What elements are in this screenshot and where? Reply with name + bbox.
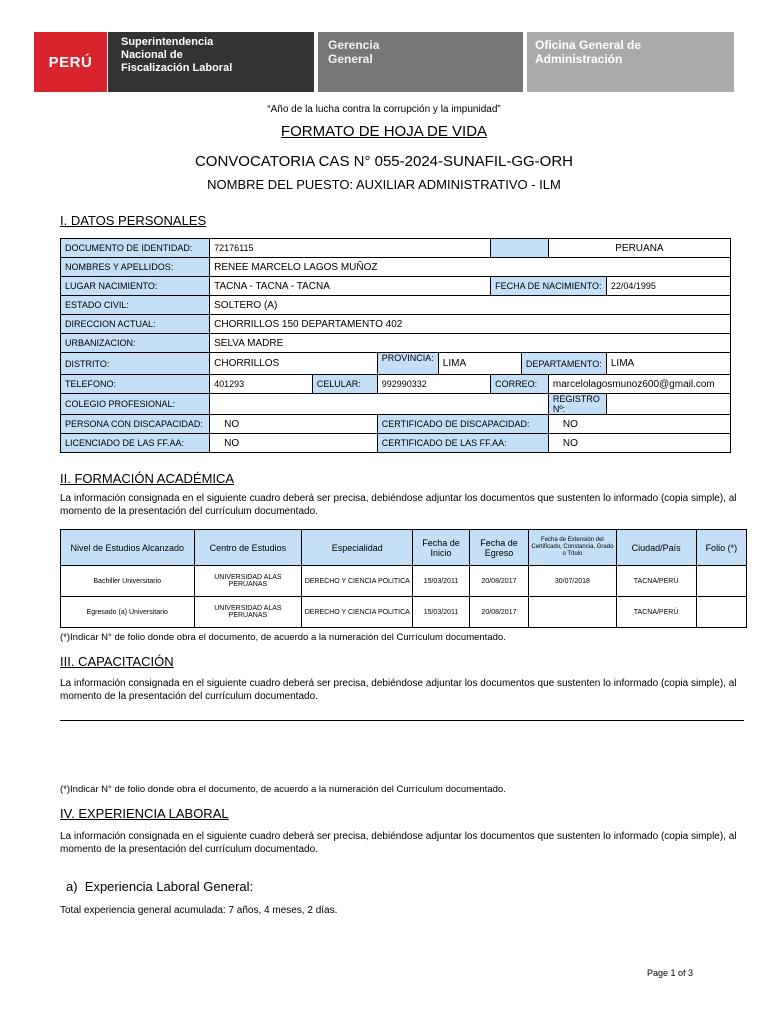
experiencia-general-subheading: a) Experiencia Laboral General: <box>66 879 254 894</box>
cell-fecha-extension: 30/07/2018 <box>529 566 616 597</box>
formacion-note: (*)Indicar N° de folio donde obra el documento, de acuerdo a la numeración del Currículum documentado. <box>60 632 506 643</box>
capacitacion-note: (*)Indicar N° de folio donde obra el documento, de acuerdo a la numeración del Currículum documentado. <box>60 784 506 795</box>
civil-label: ESTADO CIVIL: <box>61 296 210 315</box>
th-centro: Centro de Estudios <box>194 530 302 566</box>
cell-nivel: Bachiller Universitario <box>61 566 195 597</box>
fecha-nac-label: FECHA DE NACIMIENTO: <box>491 277 607 296</box>
cell-ciudad: TACNA/PERÚ <box>616 566 696 597</box>
section-experiencia-laboral: IV. EXPERIENCIA LABORAL <box>60 806 229 821</box>
provincia-value: LIMA <box>438 353 521 375</box>
section-formacion-academica: II. FORMACIÓN ACADÉMICA <box>60 471 235 486</box>
sunafil-line-2: Nacional de <box>121 49 183 61</box>
celular-label: CELULAR: <box>312 375 377 394</box>
puesto-title: NOMBRE DEL PUESTO: AUXILIAR ADMINISTRATIVO - ILM <box>207 177 561 192</box>
lugar-value: TACNA - TACNA - TACNA <box>210 277 491 296</box>
sunafil-line-1: Superintendencia <box>121 36 214 48</box>
cert-discapacidad-label: CERTIFICADO DE DISCAPACIDAD: <box>377 415 548 434</box>
oficina-line-1: Oficina General de <box>535 38 642 52</box>
civil-value: SOLTERO (A) <box>210 296 731 315</box>
formacion-table <box>60 529 747 628</box>
ffaa-label: LICENCIADO DE LAS FF.AA: <box>61 434 210 453</box>
direccion-label: DIRECCION ACTUAL: <box>61 315 210 334</box>
telefono-value: 401293 <box>210 375 313 394</box>
cell-fecha-egreso: 20/08/2017 <box>469 597 529 628</box>
registro-label: REGISTRO Nº: <box>548 394 606 415</box>
th-ciudad: Ciudad/País <box>616 530 696 566</box>
formacion-intro: La información consignada en el siguiente cuadro deberá ser precisa, debiéndose adjuntar los documentos que sustenten lo informado (copia simple), al momento de la presentación del currículum documentado. <box>60 493 737 517</box>
correo-label: CORREO: <box>491 375 549 394</box>
cell-fecha-inicio: 15/03/2011 <box>413 597 469 628</box>
cell-fecha-inicio: 15/03/2011 <box>413 566 469 597</box>
cell-centro: UNIVERSIDAD ALAS PERUANAS <box>194 566 302 597</box>
distrito-value: CHORRILLOS <box>210 353 378 375</box>
colegio-value <box>210 394 549 415</box>
gerencia-line-1: Gerencia <box>328 38 380 52</box>
section-datos-personales: I. DATOS PERSONALES <box>60 213 207 228</box>
sunafil-line-3: Fiscalización Laboral <box>121 62 233 74</box>
page-number: Page 1 of 3 <box>647 968 694 978</box>
table-row <box>61 597 747 628</box>
cell-nivel: Egresado (a) Universitario <box>61 597 195 628</box>
colegio-label: COLEGIO PROFESIONAL: <box>61 394 210 415</box>
experiencia-total: Total experiencia general acumulada: 7 años, 4 meses, 2 días. <box>60 905 338 916</box>
table-row <box>61 566 747 597</box>
lugar-label: LUGAR NACIMIENTO: <box>61 277 210 296</box>
urbanizacion-value: SELVA MADRE <box>210 334 731 353</box>
cert-discapacidad-value: NO <box>548 415 730 434</box>
th-fecha-inicio: Fecha de Inicio <box>413 530 469 566</box>
cert-ffaa-label: CERTIFICADO DE LAS FF.AA: <box>377 434 548 453</box>
discapacidad-label: PERSONA CON DISCAPACIDAD: <box>61 415 210 434</box>
urbanizacion-label: URBANIZACION: <box>61 334 210 353</box>
th-nivel: Nivel de Estudios Alcanzado <box>61 530 195 566</box>
th-fecha-egreso: Fecha de Egreso <box>469 530 529 566</box>
ffaa-value: NO <box>210 434 378 453</box>
gerencia-line-2: General <box>328 52 373 66</box>
doc-value: 72176115 <box>210 239 491 258</box>
fecha-nac-value: 22/04/1995 <box>606 277 730 296</box>
cell-folio <box>696 566 746 597</box>
discapacidad-value: NO <box>210 415 378 434</box>
direccion-value: CHORRILLOS 150 DEPARTAMENTO 402 <box>210 315 731 334</box>
celular-value: 992990332 <box>377 375 490 394</box>
experiencia-intro: La información consignada en el siguiente cuadro deberá ser precisa, debiéndose adjuntar los documentos que sustenten lo informado (copia simple), al momento de la presentación del currículum documentado. <box>60 831 737 855</box>
document-title <box>0 123 768 140</box>
registro-value <box>606 394 730 415</box>
peru-logo: PERÚ <box>34 32 107 92</box>
departamento-value: LIMA <box>606 353 730 375</box>
cell-especialidad: DERECHO Y CIENCIA POLITICA <box>302 597 413 628</box>
th-fecha-extension: Fecha de Extensión del Certificado, Constancia, Grado o Título <box>529 530 616 566</box>
nombres-value: RENEE MARCELO LAGOS MUÑOZ <box>210 258 731 277</box>
provincia-label: PROVINCIA: <box>377 353 438 375</box>
sunafil-logo <box>108 32 314 92</box>
nombres-label: NOMBRES Y APELLIDOS: <box>61 258 210 277</box>
convocatoria-title: CONVOCATORIA CAS N° 055-2024-SUNAFIL-GG-ORH <box>194 153 574 170</box>
cert-ffaa-value: NO <box>548 434 730 453</box>
telefono-label: TELEFONO: <box>61 375 210 394</box>
capacitacion-intro: La información consignada en el siguiente cuadro deberá ser precisa, debiéndose adjuntar los documentos que sustenten lo informado (copia simple), al momento de la presentación del currículum documentado. <box>60 678 737 702</box>
cell-ciudad: TACNA/PERÚ <box>616 597 696 628</box>
th-especialidad: Especialidad <box>302 530 413 566</box>
departamento-label: DEPARTAMENTO: <box>521 353 606 375</box>
gerencia-general-block <box>318 32 523 92</box>
oficina-line-2: Administración <box>535 52 623 66</box>
cell-centro: UNIVERSIDAD ALAS PERUANAS <box>194 597 302 628</box>
blank-cell <box>491 239 549 258</box>
year-motto: “Año de la lucha contra la corrupción y la impunidad” <box>267 104 501 115</box>
distrito-label: DISTRITO: <box>61 353 210 375</box>
cell-especialidad: DERECHO Y CIENCIA POLITICA <box>302 566 413 597</box>
doc-label: DOCUMENTO DE IDENTIDAD: <box>61 239 210 258</box>
divider <box>60 720 744 721</box>
cell-fecha-extension <box>529 597 616 628</box>
cell-folio <box>696 597 746 628</box>
section-capacitacion: III. CAPACITACIÓN <box>60 654 174 669</box>
nacionalidad-value: PERUANA <box>548 239 730 258</box>
datos-personales-table <box>60 238 731 453</box>
oficina-general-block <box>527 32 734 92</box>
th-folio: Folio (*) <box>696 530 746 566</box>
cell-fecha-egreso: 20/08/2017 <box>469 566 529 597</box>
correo-value: marcelolagosmunoz600@gmail.com <box>548 375 730 394</box>
document-title-text: FORMATO DE HOJA DE VIDA <box>280 123 488 140</box>
